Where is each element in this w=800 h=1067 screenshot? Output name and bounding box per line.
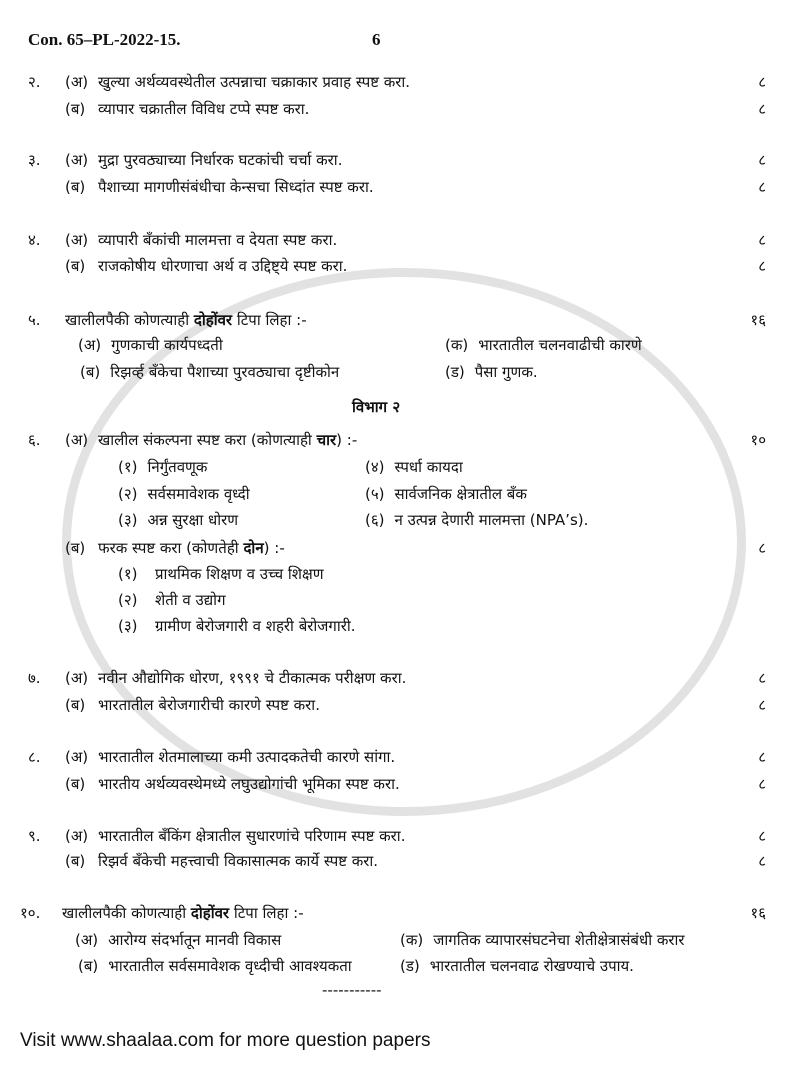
question-text bbox=[98, 538, 285, 558]
question-text: मुद्रा पुरवठ्याच्या निर्धारक घटकांची चर्चा करा. bbox=[98, 151, 343, 169]
part-label: (अ) bbox=[65, 231, 89, 249]
question-text: भारतातील बँकिंग क्षेत्रातील सुधारणांचे परिणाम स्पष्ट करा. bbox=[98, 827, 406, 845]
option-text: भारतातील चलनवाढीची कारणे bbox=[478, 336, 642, 354]
option-text: पैसा गुणक. bbox=[474, 363, 538, 381]
question-text: खालीलपैकी कोणत्याही bbox=[65, 311, 190, 329]
marks: ८ bbox=[758, 669, 766, 687]
part-label: (अ) bbox=[65, 151, 89, 169]
option-text: भारतातील सर्वसमावेशक वृध्दीची आवश्यकता bbox=[108, 957, 352, 975]
marks: ८ bbox=[758, 852, 766, 870]
question-text bbox=[65, 310, 307, 330]
marks: ८ bbox=[758, 151, 766, 169]
marks: १६ bbox=[750, 904, 766, 922]
marks: ८ bbox=[758, 748, 766, 766]
question-text: भारतातील बेरोजगारीची कारणे स्पष्ट करा. bbox=[98, 696, 320, 714]
marks: ८ bbox=[758, 827, 766, 845]
question-text: ) :- bbox=[263, 539, 285, 557]
question-text: खुल्या अर्थव्यवस्थेतील उत्पन्नाचा चक्राकार प्रवाह स्पष्ट करा. bbox=[98, 73, 411, 91]
option-cell bbox=[400, 956, 634, 976]
question-text: ) :- bbox=[336, 431, 358, 449]
option-cell bbox=[78, 956, 386, 976]
part-label: (ब) bbox=[65, 696, 86, 714]
end-marker: ----------- bbox=[322, 981, 382, 999]
item-label: (५) bbox=[365, 485, 385, 503]
option-row bbox=[75, 930, 685, 950]
part-label: (अ) bbox=[65, 431, 89, 449]
item-text: सर्वसमावेशक वृध्दी bbox=[147, 485, 250, 503]
marks: ८ bbox=[758, 257, 766, 275]
marks: ८ bbox=[758, 100, 766, 118]
emphasis-text: दोहोंवर bbox=[190, 904, 230, 922]
item-label: (२) bbox=[118, 485, 138, 503]
emphasis-text: दोहोंवर bbox=[193, 311, 233, 329]
question-text: टिपा लिहा :- bbox=[236, 311, 307, 329]
question-text: खालील संकल्पना स्पष्ट करा (कोणत्याही bbox=[98, 431, 312, 449]
item-text: न उत्पन्न देणारी मालमत्ता (NPA’s). bbox=[394, 511, 589, 529]
part-label: (अ) bbox=[65, 669, 89, 687]
part-label: (ब) bbox=[65, 539, 86, 557]
part-label: (ब) bbox=[65, 775, 86, 793]
item-label: (३) bbox=[118, 511, 138, 529]
question-text: खालीलपैकी कोणत्याही bbox=[62, 904, 187, 922]
question-text bbox=[62, 903, 304, 923]
option-cell bbox=[400, 930, 685, 950]
question-text: राजकोषीय धोरणाचा अर्थ व उद्दिष्ट्ये स्पष्ट करा. bbox=[98, 257, 348, 275]
part-label: (अ) bbox=[65, 748, 89, 766]
item-label: (१) bbox=[118, 565, 138, 583]
page-number: 6 bbox=[372, 30, 381, 49]
question-text: रिझर्व बँकेची महत्त्वाची विकासात्मक कार्ये स्पष्ट करा. bbox=[98, 852, 379, 870]
question-number: ९. bbox=[28, 827, 41, 845]
option-cell bbox=[445, 335, 642, 355]
part-label: (ब) bbox=[65, 100, 86, 118]
question-number: ३. bbox=[28, 151, 41, 169]
part-label: (ब) bbox=[65, 852, 86, 870]
item-label: (६) bbox=[365, 511, 385, 529]
option-label: (क) bbox=[445, 336, 469, 354]
marks: १० bbox=[750, 431, 766, 449]
option-cell bbox=[445, 362, 538, 382]
footer-link-text[interactable]: Visit www.shaalaa.com for more question papers bbox=[20, 1030, 431, 1051]
question-text: टिपा लिहा :- bbox=[233, 904, 304, 922]
section-heading: विभाग २ bbox=[352, 398, 401, 416]
option-text: जागतिक व्यापारसंघटनेचा शेतीक्षेत्रासंबंधी करार bbox=[433, 931, 685, 949]
part-label: (ब) bbox=[65, 257, 86, 275]
option-row bbox=[78, 335, 642, 355]
question-number: ७. bbox=[28, 669, 41, 687]
marks: ८ bbox=[758, 231, 766, 249]
item-text: प्राथमिक शिक्षण व उच्च शिक्षण bbox=[155, 565, 324, 583]
item-text: सार्वजनिक क्षेत्रातील बँक bbox=[394, 485, 527, 503]
question-number: ६. bbox=[28, 431, 41, 449]
option-label: (ड) bbox=[445, 363, 465, 381]
item-label: (४) bbox=[365, 458, 385, 476]
option-label: (अ) bbox=[75, 931, 99, 949]
question-number: २. bbox=[28, 73, 41, 91]
item-text: ग्रामीण बेरोजगारी व शहरी बेरोजगारी. bbox=[155, 617, 356, 635]
option-row bbox=[118, 510, 588, 530]
option-row bbox=[78, 956, 634, 976]
option-row bbox=[118, 457, 463, 477]
question-number: ५. bbox=[28, 311, 41, 329]
marks: ८ bbox=[758, 539, 766, 557]
question-text bbox=[98, 430, 357, 450]
marks: ८ bbox=[758, 178, 766, 196]
option-cell bbox=[118, 510, 351, 530]
emphasis-text: दोन bbox=[243, 539, 264, 557]
question-text: फरक स्पष्ट करा (कोणतेही bbox=[98, 539, 239, 557]
option-row bbox=[80, 362, 538, 382]
option-cell bbox=[365, 457, 463, 477]
option-row bbox=[118, 484, 527, 504]
marks: १६ bbox=[750, 311, 766, 329]
item-label: (३) bbox=[118, 617, 138, 635]
option-cell bbox=[75, 930, 386, 950]
question-number: १०. bbox=[20, 904, 41, 922]
question-text: भारतातील शेतमालाच्या कमी उत्पादकतेची कारणे सांगा. bbox=[98, 748, 396, 766]
item-text: निर्गुंतवणूक bbox=[147, 458, 208, 476]
question-text: पैशाच्या मागणीसंबंधीचा केन्सचा सिध्दांत स्पष्ट करा. bbox=[98, 178, 374, 196]
question-text: नवीन औद्योगिक धोरण, १९९१ चे टीकात्मक परीक्षण करा. bbox=[98, 669, 407, 687]
option-cell bbox=[78, 335, 431, 355]
option-text: आरोग्य संदर्भातून मानवी विकास bbox=[108, 931, 282, 949]
emphasis-text: चार bbox=[316, 431, 337, 449]
item-text: अन्न सुरक्षा धोरण bbox=[147, 511, 239, 529]
option-label: (ब) bbox=[80, 363, 101, 381]
question-number: ८. bbox=[28, 748, 41, 766]
option-cell bbox=[365, 510, 588, 530]
marks: ८ bbox=[758, 73, 766, 91]
part-label: (अ) bbox=[65, 827, 89, 845]
option-text: रिझर्व्ह बँकेचा पैशाच्या पुरवठ्याचा दृष्टीकोन bbox=[110, 363, 340, 381]
question-text: व्यापार चक्रातील विविध टप्पे स्पष्ट करा. bbox=[98, 100, 310, 118]
question-text: व्यापारी बँकांची मालमत्ता व देयता स्पष्ट करा. bbox=[98, 231, 338, 249]
question-number: ४. bbox=[28, 231, 41, 249]
marks: ८ bbox=[758, 775, 766, 793]
marks: ८ bbox=[758, 696, 766, 714]
item-label: (१) bbox=[118, 458, 138, 476]
option-cell bbox=[365, 484, 527, 504]
item-label: (२) bbox=[118, 591, 138, 609]
part-label: (ब) bbox=[65, 178, 86, 196]
option-cell bbox=[118, 457, 351, 477]
option-text: भारतातील चलनवाढ रोखण्याचे उपाय. bbox=[429, 957, 634, 975]
option-label: (अ) bbox=[78, 336, 102, 354]
question-text: भारतीय अर्थव्यवस्थेमध्ये लघुउद्योगांची भूमिका स्पष्ट करा. bbox=[98, 775, 400, 793]
option-label: (क) bbox=[400, 931, 424, 949]
item-text: स्पर्धा कायदा bbox=[394, 458, 463, 476]
option-label: (ड) bbox=[400, 957, 420, 975]
item-text: शेती व उद्योग bbox=[155, 591, 226, 609]
option-cell bbox=[80, 362, 431, 382]
part-label: (अ) bbox=[65, 73, 89, 91]
option-cell bbox=[118, 484, 351, 504]
option-label: (ब) bbox=[78, 957, 99, 975]
paper-code: Con. 65–PL-2022-15. bbox=[28, 30, 181, 49]
option-text: गुणकाची कार्यपध्दती bbox=[111, 336, 223, 354]
